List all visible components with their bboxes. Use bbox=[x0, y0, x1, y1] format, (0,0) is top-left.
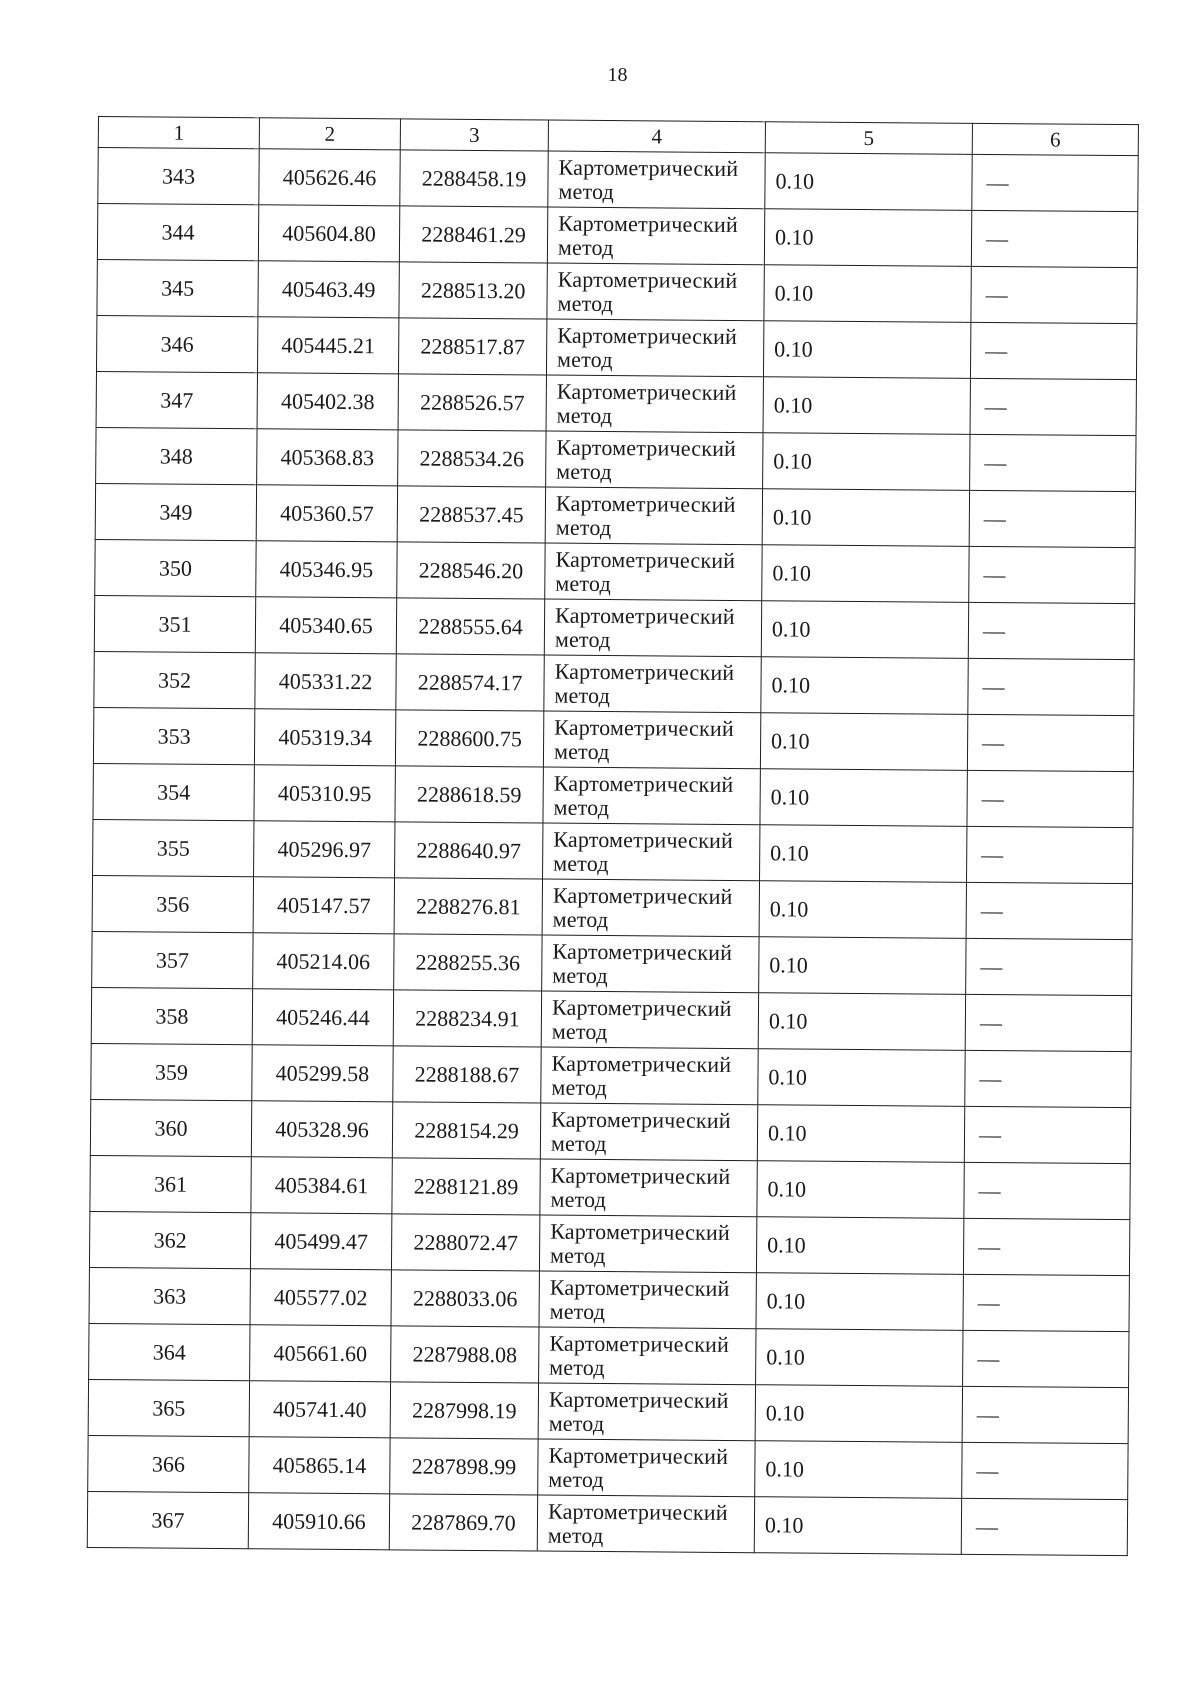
table-row bbox=[87, 1491, 1127, 1555]
note-dash: — bbox=[966, 938, 1132, 995]
coordinate-y: 2288121.89 bbox=[392, 1158, 540, 1215]
coordinate-y: 2288618.59 bbox=[395, 766, 543, 823]
method-line-2: метод bbox=[558, 178, 615, 204]
coordinate-y: 2288458.19 bbox=[400, 150, 548, 207]
note-dash: — bbox=[964, 1162, 1130, 1219]
table-row bbox=[97, 204, 1137, 268]
note-dash: — bbox=[971, 266, 1137, 323]
method-line-1: Картометрический bbox=[549, 1274, 730, 1301]
error-value: 0.10 bbox=[763, 377, 970, 435]
method-line-2: метод bbox=[553, 850, 609, 876]
coordinate-y: 2288234.91 bbox=[393, 990, 541, 1047]
table-row bbox=[91, 1043, 1131, 1107]
method-cell bbox=[539, 1271, 756, 1329]
method-line-1: Картометрический bbox=[552, 938, 733, 965]
point-number: 354 bbox=[93, 763, 254, 820]
coordinate-x: 405299.58 bbox=[252, 1045, 393, 1102]
method-line-2: метод bbox=[549, 1298, 606, 1324]
coordinate-y: 2288517.87 bbox=[398, 318, 546, 375]
point-number: 347 bbox=[96, 371, 257, 428]
column-header-6: 6 bbox=[972, 123, 1138, 155]
point-number: 364 bbox=[89, 1323, 250, 1380]
table-row bbox=[94, 595, 1134, 659]
error-value: 0.10 bbox=[756, 1329, 963, 1387]
table-row bbox=[93, 819, 1133, 883]
method-line-1: Картометрический bbox=[549, 1330, 730, 1357]
coordinate-x: 405310.95 bbox=[254, 765, 395, 822]
coordinate-y: 2288534.26 bbox=[398, 430, 546, 487]
point-number: 365 bbox=[88, 1379, 249, 1436]
method-line-2: метод bbox=[556, 458, 612, 484]
coordinate-y: 2288546.20 bbox=[397, 542, 545, 599]
coordinate-x: 405368.83 bbox=[257, 429, 398, 486]
error-value: 0.10 bbox=[759, 881, 966, 939]
column-header-2: 2 bbox=[259, 118, 400, 150]
method-line-2: метод bbox=[557, 346, 613, 372]
point-number: 360 bbox=[90, 1099, 251, 1156]
point-number: 348 bbox=[96, 427, 257, 484]
table-row bbox=[98, 148, 1138, 212]
method-cell bbox=[543, 767, 760, 825]
error-value: 0.10 bbox=[764, 209, 971, 267]
note-dash: — bbox=[966, 882, 1132, 939]
note-dash: — bbox=[969, 490, 1135, 547]
point-number: 350 bbox=[95, 539, 256, 596]
table-row bbox=[94, 651, 1134, 715]
error-value: 0.10 bbox=[757, 1105, 964, 1163]
error-value: 0.10 bbox=[765, 153, 972, 211]
method-cell bbox=[545, 487, 762, 545]
note-dash: — bbox=[968, 658, 1134, 715]
method-line-2: метод bbox=[554, 626, 611, 652]
coordinate-x: 405865.14 bbox=[249, 1437, 390, 1494]
coordinate-x: 405214.06 bbox=[253, 933, 394, 990]
error-value: 0.10 bbox=[756, 1273, 963, 1331]
method-cell bbox=[542, 935, 759, 993]
coordinate-y: 2288188.67 bbox=[393, 1046, 541, 1103]
note-dash: — bbox=[967, 714, 1133, 771]
method-line-1: Картометрический bbox=[548, 1442, 729, 1469]
table-row bbox=[88, 1435, 1128, 1499]
note-dash: — bbox=[971, 210, 1137, 267]
coordinate-x: 405384.61 bbox=[251, 1157, 392, 1214]
point-number: 349 bbox=[95, 483, 256, 540]
error-value: 0.10 bbox=[760, 825, 967, 883]
coordinate-x: 405661.60 bbox=[250, 1325, 391, 1382]
point-number: 363 bbox=[89, 1267, 250, 1324]
error-value: 0.10 bbox=[755, 1441, 962, 1499]
coordinate-y: 2288513.20 bbox=[399, 262, 547, 319]
note-dash: — bbox=[961, 1498, 1127, 1555]
column-header-1: 1 bbox=[98, 117, 259, 149]
error-value: 0.10 bbox=[759, 937, 966, 995]
coordinate-y: 2288555.64 bbox=[396, 598, 544, 655]
method-line-2: метод bbox=[553, 794, 610, 820]
coordinates-table bbox=[87, 116, 1139, 1556]
method-line-2: метод bbox=[551, 1074, 608, 1100]
method-line-2: метод bbox=[557, 290, 614, 316]
note-dash: — bbox=[970, 322, 1136, 379]
coordinate-x: 405296.97 bbox=[254, 821, 395, 878]
method-cell bbox=[539, 1327, 756, 1385]
error-value: 0.10 bbox=[758, 1049, 965, 1107]
point-number: 359 bbox=[91, 1043, 252, 1100]
point-number: 357 bbox=[92, 931, 253, 988]
method-cell bbox=[543, 823, 760, 881]
error-value: 0.10 bbox=[763, 433, 970, 491]
coordinate-y: 2287869.70 bbox=[389, 1494, 537, 1551]
method-line-2: метод bbox=[552, 962, 608, 988]
note-dash: — bbox=[970, 378, 1136, 435]
coordinate-x: 405360.57 bbox=[256, 485, 397, 542]
error-value: 0.10 bbox=[761, 601, 968, 659]
point-number: 345 bbox=[97, 259, 258, 316]
table-row bbox=[88, 1379, 1128, 1443]
method-line-1: Картометрический bbox=[554, 714, 734, 741]
coordinate-x: 405910.66 bbox=[248, 1493, 389, 1550]
table-row bbox=[90, 1155, 1130, 1219]
table-row bbox=[92, 931, 1132, 995]
coordinate-y: 2288255.36 bbox=[394, 934, 542, 991]
method-line-1: Картометрический bbox=[554, 602, 735, 629]
note-dash: — bbox=[962, 1386, 1128, 1443]
coordinate-x: 405346.95 bbox=[256, 541, 397, 598]
method-line-1: Картометрический bbox=[557, 266, 738, 293]
error-value: 0.10 bbox=[754, 1497, 961, 1555]
method-line-2: метод bbox=[552, 906, 609, 932]
method-line-2: метод bbox=[551, 1018, 608, 1044]
coordinate-x: 405331.22 bbox=[255, 653, 396, 710]
point-number: 343 bbox=[98, 148, 259, 205]
table-row bbox=[93, 763, 1133, 827]
method-line-1: Картометрический bbox=[553, 770, 734, 797]
method-line-1: Картометрический bbox=[551, 994, 732, 1021]
error-value: 0.10 bbox=[763, 321, 970, 379]
coordinate-y: 2288276.81 bbox=[394, 878, 542, 935]
table-row bbox=[92, 875, 1132, 939]
coordinate-x: 405319.34 bbox=[254, 709, 395, 766]
note-dash: — bbox=[967, 770, 1133, 827]
note-dash: — bbox=[963, 1330, 1129, 1387]
error-value: 0.10 bbox=[756, 1217, 963, 1275]
coordinate-x: 405340.65 bbox=[255, 597, 396, 654]
method-cell bbox=[540, 1159, 757, 1217]
point-number: 367 bbox=[87, 1491, 248, 1548]
method-cell bbox=[537, 1495, 754, 1553]
method-cell bbox=[541, 1047, 758, 1105]
method-cell bbox=[546, 375, 763, 433]
method-line-1: Картометрический bbox=[550, 1218, 731, 1245]
method-cell bbox=[543, 711, 760, 769]
coordinate-y: 2288600.75 bbox=[395, 710, 543, 767]
method-line-2: метод bbox=[549, 1242, 606, 1268]
method-line-2: метод bbox=[547, 1522, 604, 1548]
coordinate-y: 2288072.47 bbox=[391, 1214, 539, 1271]
note-dash: — bbox=[970, 434, 1136, 491]
method-cell bbox=[541, 991, 758, 1049]
method-line-1: Картометрический bbox=[548, 1386, 729, 1413]
error-value: 0.10 bbox=[760, 769, 967, 827]
method-cell bbox=[540, 1103, 757, 1161]
method-line-1: Картометрический bbox=[551, 1106, 731, 1133]
error-value: 0.10 bbox=[760, 713, 967, 771]
method-line-1: Картометрический bbox=[558, 154, 739, 181]
method-line-1: Картометрический bbox=[556, 378, 737, 405]
error-value: 0.10 bbox=[757, 1161, 964, 1219]
point-number: 362 bbox=[89, 1211, 250, 1268]
note-dash: — bbox=[963, 1218, 1129, 1275]
page-number: 18 bbox=[607, 64, 628, 86]
note-dash: — bbox=[969, 546, 1135, 603]
coordinate-x: 405445.21 bbox=[257, 317, 398, 374]
table-row bbox=[97, 259, 1137, 323]
method-cell bbox=[546, 431, 763, 489]
note-dash: — bbox=[967, 826, 1133, 883]
note-dash: — bbox=[965, 1050, 1131, 1107]
coordinate-y: 2287998.19 bbox=[390, 1382, 538, 1439]
note-dash: — bbox=[963, 1274, 1129, 1331]
method-line-1: Картометрический bbox=[553, 826, 734, 853]
error-value: 0.10 bbox=[761, 657, 968, 715]
coordinate-y: 2288526.57 bbox=[398, 374, 546, 431]
point-number: 351 bbox=[94, 595, 255, 652]
coordinate-x: 405246.44 bbox=[252, 989, 393, 1046]
method-line-1: Картометрический bbox=[550, 1162, 731, 1189]
point-number: 346 bbox=[96, 315, 257, 372]
method-line-2: метод bbox=[556, 402, 613, 428]
error-value: 0.10 bbox=[764, 265, 971, 323]
method-line-2: метод bbox=[557, 234, 614, 260]
method-cell bbox=[544, 599, 761, 657]
note-dash: — bbox=[968, 602, 1134, 659]
table-row bbox=[96, 427, 1136, 491]
method-line-2: метод bbox=[549, 1354, 605, 1380]
method-line-1: Картометрический bbox=[547, 1498, 728, 1525]
coordinate-x: 405328.96 bbox=[251, 1101, 392, 1158]
method-line-2: метод bbox=[548, 1410, 605, 1436]
column-header-5: 5 bbox=[765, 122, 972, 155]
table-row bbox=[89, 1267, 1129, 1331]
coordinate-y: 2288537.45 bbox=[397, 486, 545, 543]
coordinate-y: 2288033.06 bbox=[391, 1270, 539, 1327]
method-cell bbox=[547, 263, 764, 321]
error-value: 0.10 bbox=[762, 489, 969, 547]
method-line-1: Картометрический bbox=[557, 322, 738, 349]
coordinate-x: 405147.57 bbox=[253, 877, 394, 934]
coordinate-x: 405577.02 bbox=[250, 1269, 391, 1326]
coordinate-y: 2287988.08 bbox=[391, 1326, 539, 1383]
column-header-3: 3 bbox=[400, 119, 548, 151]
method-line-2: метод bbox=[555, 570, 612, 596]
point-number: 356 bbox=[92, 875, 253, 932]
note-dash: — bbox=[962, 1442, 1128, 1499]
point-number: 366 bbox=[88, 1435, 249, 1492]
table-body bbox=[87, 148, 1138, 1556]
coordinate-y: 2288461.29 bbox=[399, 206, 547, 263]
coordinate-x: 405741.40 bbox=[249, 1381, 390, 1438]
coordinate-y: 2288574.17 bbox=[396, 654, 544, 711]
table-row bbox=[89, 1323, 1129, 1387]
method-cell bbox=[545, 543, 762, 601]
point-number: 353 bbox=[93, 707, 254, 764]
method-line-2: метод bbox=[550, 1186, 607, 1212]
method-cell bbox=[544, 655, 761, 713]
point-number: 361 bbox=[90, 1155, 251, 1212]
table-row bbox=[91, 987, 1131, 1051]
method-line-1: Картометрический bbox=[556, 434, 737, 461]
coordinate-y: 2288154.29 bbox=[392, 1102, 540, 1159]
point-number: 358 bbox=[91, 987, 252, 1044]
coordinate-x: 405604.80 bbox=[258, 205, 399, 262]
method-cell bbox=[542, 879, 759, 937]
point-number: 355 bbox=[93, 819, 254, 876]
coordinate-y: 2288640.97 bbox=[395, 822, 543, 879]
method-line-1: Картометрический bbox=[554, 658, 735, 685]
method-cell bbox=[538, 1383, 755, 1441]
method-line-2: метод bbox=[550, 1130, 607, 1156]
table-row bbox=[93, 707, 1133, 771]
method-line-1: Картометрический bbox=[551, 1050, 732, 1077]
error-value: 0.10 bbox=[755, 1385, 962, 1443]
table-row bbox=[96, 315, 1136, 379]
table-row bbox=[95, 483, 1135, 547]
note-dash: — bbox=[965, 994, 1131, 1051]
method-line-2: метод bbox=[553, 738, 610, 764]
point-number: 344 bbox=[97, 204, 258, 261]
coordinate-y: 2287898.99 bbox=[390, 1438, 538, 1495]
method-cell bbox=[547, 207, 764, 265]
method-line-2: метод bbox=[554, 682, 611, 708]
coordinate-x: 405499.47 bbox=[250, 1213, 391, 1270]
coordinate-x: 405626.46 bbox=[259, 149, 400, 206]
method-line-2: метод bbox=[548, 1466, 604, 1492]
method-cell bbox=[546, 319, 763, 377]
method-cell bbox=[539, 1215, 756, 1273]
method-line-1: Картометрический bbox=[555, 490, 736, 517]
table-row bbox=[90, 1099, 1130, 1163]
point-number: 352 bbox=[94, 651, 255, 708]
method-cell bbox=[538, 1439, 755, 1497]
note-dash: — bbox=[972, 154, 1138, 211]
method-cell bbox=[548, 151, 765, 209]
error-value: 0.10 bbox=[762, 545, 969, 603]
method-line-1: Картометрический bbox=[552, 882, 733, 909]
table-row bbox=[96, 371, 1136, 435]
coordinate-x: 405463.49 bbox=[258, 261, 399, 318]
method-line-1: Картометрический bbox=[555, 546, 736, 573]
error-value: 0.10 bbox=[758, 993, 965, 1051]
coordinate-x: 405402.38 bbox=[257, 373, 398, 430]
method-line-2: метод bbox=[555, 514, 612, 540]
note-dash: — bbox=[964, 1106, 1130, 1163]
method-line-1: Картометрический bbox=[558, 210, 738, 237]
table-row bbox=[95, 539, 1135, 603]
table-row bbox=[89, 1211, 1129, 1275]
column-header-4: 4 bbox=[548, 120, 765, 153]
